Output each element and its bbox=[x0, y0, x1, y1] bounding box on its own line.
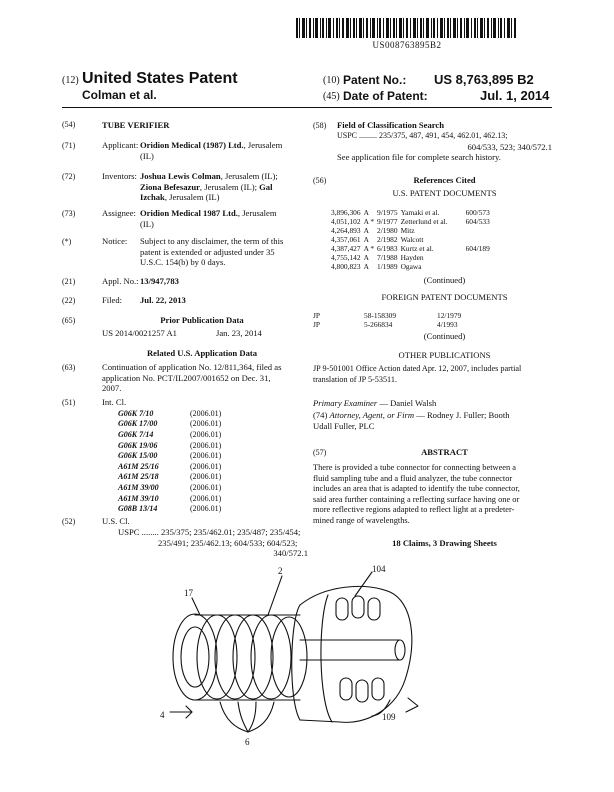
foreign-date: 4/1993 bbox=[437, 320, 458, 329]
figure-label-4: 4 bbox=[160, 710, 165, 720]
ref-name: Walcott bbox=[400, 235, 424, 244]
ref-number: 4,755,142 bbox=[331, 253, 361, 262]
abstract-line: fluid sampling tube and a fluid analyzer, the tube connector bbox=[313, 473, 513, 483]
field-text bbox=[337, 131, 552, 163]
us-refs-continued: (Continued) bbox=[423, 275, 466, 285]
inventors-value bbox=[140, 171, 300, 203]
ref-kind: A * bbox=[363, 244, 375, 253]
intcl-label: Int. Cl. bbox=[102, 397, 127, 407]
ref-name: Hayden bbox=[400, 253, 424, 262]
notice-line: Subject to any disclaimer, the term of this bbox=[140, 236, 284, 246]
int-class-year: (2006.01) bbox=[190, 419, 222, 429]
assignee-code: (73) bbox=[62, 209, 76, 218]
ref-number: 4,264,893 bbox=[331, 226, 361, 235]
inventor-3-place: , Jerusalem (IL) bbox=[164, 192, 220, 203]
ref-date: 2/1982 bbox=[377, 235, 398, 244]
prior-pub-date: Jan. 23, 2014 bbox=[216, 328, 262, 338]
uscl-code: (52) bbox=[62, 517, 76, 526]
related-heading: Related U.S. Application Data bbox=[146, 348, 258, 358]
int-class-row bbox=[118, 440, 250, 451]
figure-label-6: 6 bbox=[245, 737, 250, 747]
assignee-label: Assignee: bbox=[102, 208, 136, 218]
other-pub-line: JP 9-501001 Office Action dated Apr. 12, 2007, includes partial bbox=[313, 364, 522, 373]
us-ref-row bbox=[331, 235, 493, 244]
us-ref-row bbox=[331, 262, 493, 271]
ref-kind: A bbox=[363, 226, 369, 235]
figure-label-104: 104 bbox=[372, 564, 386, 574]
int-class-year: (2006.01) bbox=[190, 493, 222, 503]
intcl-code: (51) bbox=[62, 398, 76, 407]
us-docs-heading: U.S. PATENT DOCUMENTS bbox=[392, 188, 497, 198]
country-title: United States Patent bbox=[82, 70, 238, 87]
examiner-label: Primary Examiner bbox=[313, 398, 378, 408]
ref-name: Yamaki et al. bbox=[400, 208, 440, 217]
ref-date: 7/1988 bbox=[377, 253, 398, 262]
ref-kind: A bbox=[363, 262, 369, 271]
int-class-year: (2006.01) bbox=[190, 408, 222, 418]
filed-label: Filed: bbox=[102, 295, 123, 305]
applicant-code: (71) bbox=[62, 141, 76, 150]
foreign-number: 5-266834 bbox=[364, 320, 393, 329]
inventor-2-name: Ziona Befesazur bbox=[140, 181, 200, 192]
assignee-name: Oridion Medical 1987 Ltd. bbox=[140, 208, 238, 218]
foreign-date: 12/1979 bbox=[437, 311, 462, 320]
attorney-name: — Rodney J. Fuller; Booth bbox=[414, 410, 510, 420]
int-class-code: A61M 25/18 bbox=[118, 472, 159, 482]
ref-name: Mitz bbox=[400, 226, 415, 235]
appl-code: (21) bbox=[62, 277, 76, 286]
int-class-row bbox=[118, 482, 250, 493]
int-class-code: G08B 13/14 bbox=[118, 504, 158, 514]
ref-name: Ogawa bbox=[400, 262, 422, 271]
ref-class bbox=[466, 262, 493, 271]
figure-label-109: 109 bbox=[382, 712, 396, 722]
patent-drawing bbox=[150, 560, 420, 750]
int-class-code: G06K 7/14 bbox=[118, 429, 154, 439]
uspc-line: 340/572.1 bbox=[273, 548, 308, 559]
date-code: (45) bbox=[323, 91, 340, 102]
field-line: 604/533, 523; 340/572.1 bbox=[467, 141, 552, 152]
continuation-text bbox=[102, 362, 307, 394]
us-ref-row bbox=[331, 226, 493, 235]
continuation-line: application No. PCT/IL2007/001652 on Dec. 31, bbox=[102, 372, 271, 383]
ref-number: 4,357,061 bbox=[331, 235, 361, 244]
int-class-code: G06K 7/10 bbox=[118, 408, 154, 418]
patent-number: US 8,763,895 B2 bbox=[434, 72, 534, 87]
uscl-label: U.S. Cl. bbox=[102, 516, 130, 526]
ref-class: 600/573 bbox=[465, 208, 490, 217]
patent-no-label: Patent No.: bbox=[343, 73, 407, 87]
ref-kind: A * bbox=[363, 217, 375, 226]
uspc-line: 235/491; 235/462.13; 604/533; 604/523; bbox=[158, 537, 298, 548]
ref-date: 9/1975 bbox=[377, 208, 398, 217]
foreign-country: JP bbox=[313, 311, 320, 320]
country-code: (12) bbox=[62, 75, 79, 86]
ref-number: 4,051,102 bbox=[331, 217, 361, 226]
ref-number: 4,800,823 bbox=[331, 262, 361, 271]
int-class-code: G06K 15/00 bbox=[118, 451, 158, 461]
ref-date: 1/1989 bbox=[377, 262, 398, 271]
ref-date: 9/1977 bbox=[377, 217, 398, 226]
foreign-ref-row bbox=[313, 320, 464, 329]
inventor-1-place: , Jerusalem (IL); bbox=[220, 171, 278, 181]
field-line: USPC ......... 235/375, 487, 491, 454, 462.01, 462.13; bbox=[337, 131, 508, 140]
int-class-code: G06K 17/00 bbox=[118, 419, 158, 429]
applicant-label: Applicant: bbox=[102, 140, 139, 150]
int-class-year: (2006.01) bbox=[190, 482, 222, 492]
applicant-value: Oridion Medical (1987) Ltd., Jerusalem (IL) bbox=[140, 140, 283, 161]
int-class-table bbox=[118, 408, 250, 514]
attorney-code: (74) bbox=[313, 410, 330, 420]
notice-line: U.S.C. 154(b) by 0 days. bbox=[140, 257, 226, 268]
int-class-row bbox=[118, 408, 250, 419]
applicant-name: Oridion Medical (1987) Ltd. bbox=[140, 140, 244, 150]
us-references-table bbox=[331, 208, 493, 271]
assignee-place-1: , Jerusalem bbox=[237, 208, 277, 218]
int-class-year: (2006.01) bbox=[190, 472, 222, 482]
abstract-line: more reflective regions adapted to reflect light at a predeter- bbox=[313, 505, 515, 515]
int-class-code: A61M 39/00 bbox=[118, 482, 159, 492]
refs-heading: References Cited bbox=[413, 175, 476, 185]
abstract-line: mined range of wavelengths. bbox=[313, 515, 410, 525]
ref-number: 4,387,427 bbox=[331, 244, 361, 253]
figure-label-17: 17 bbox=[184, 588, 193, 598]
abstract-line: includes an area that is adapted to identify the tube connector, bbox=[313, 484, 520, 494]
ref-class bbox=[466, 253, 493, 262]
assignee-place-2: (IL) bbox=[140, 218, 154, 229]
prior-pub-heading: Prior Publication Data bbox=[160, 315, 244, 325]
left-column bbox=[62, 120, 302, 142]
refs-code: (56) bbox=[313, 176, 327, 185]
other-pubs-text bbox=[313, 364, 553, 385]
us-ref-row bbox=[331, 217, 493, 226]
prior-pub-code: (65) bbox=[62, 316, 76, 325]
int-class-code: G06K 19/06 bbox=[118, 440, 158, 450]
abstract-heading: ABSTRACT bbox=[421, 447, 468, 457]
inventor-2-place: , Jerusalem (IL); bbox=[199, 181, 260, 192]
notice-line: patent is extended or adjusted under 35 bbox=[140, 246, 275, 257]
abstract-line: There is provided a tube connector for connecting between a bbox=[313, 463, 517, 472]
int-class-row bbox=[118, 450, 250, 461]
inventors-label: Inventors: bbox=[102, 171, 137, 181]
int-class-year: (2006.01) bbox=[190, 440, 222, 450]
ref-kind: A bbox=[363, 208, 369, 217]
us-ref-row bbox=[331, 244, 493, 253]
int-class-row bbox=[118, 503, 250, 514]
abstract-code: (57) bbox=[313, 448, 327, 457]
header-rule bbox=[62, 107, 552, 108]
filed-code: (22) bbox=[62, 296, 76, 305]
assignee-value bbox=[140, 208, 300, 229]
ref-class: 604/189 bbox=[465, 244, 490, 253]
ref-class: 604/533 bbox=[465, 217, 490, 226]
uspc-line: USPC ........ 235/375; 235/462.01; 235/487; 235/454; bbox=[118, 527, 301, 537]
filed-date: Jul. 22, 2013 bbox=[140, 295, 186, 305]
attorney bbox=[313, 410, 558, 431]
int-class-row bbox=[118, 493, 250, 504]
inventor-short: Colman et al. bbox=[82, 88, 157, 102]
appl-label: Appl. No.: bbox=[102, 276, 139, 286]
foreign-number: 58-158309 bbox=[364, 311, 397, 320]
foreign-refs-continued: (Continued) bbox=[423, 331, 466, 341]
foreign-heading: FOREIGN PATENT DOCUMENTS bbox=[381, 292, 508, 302]
int-class-year: (2006.01) bbox=[190, 451, 222, 461]
int-class-row bbox=[118, 472, 250, 483]
appl-number: 13/947,783 bbox=[140, 276, 179, 286]
patent-no-code: (10) bbox=[323, 75, 340, 86]
notice-text bbox=[140, 236, 305, 268]
attorney-firm: Udall Fuller, PLC bbox=[313, 420, 375, 431]
inventors-code: (72) bbox=[62, 172, 76, 181]
continuation-code: (63) bbox=[62, 363, 76, 372]
continuation-line: Continuation of application No. 12/811,364, filed as bbox=[102, 362, 282, 372]
continuation-line: 2007. bbox=[102, 383, 122, 394]
inventor-3-first: Gal bbox=[259, 181, 273, 192]
foreign-country: JP bbox=[313, 320, 320, 329]
claims-summary: 18 Claims, 3 Drawing Sheets bbox=[392, 538, 497, 548]
int-class-code: A61M 39/10 bbox=[118, 493, 159, 503]
abstract-text bbox=[313, 463, 558, 527]
notice-label: Notice: bbox=[102, 236, 128, 246]
foreign-ref-row bbox=[313, 311, 464, 320]
int-class-year: (2006.01) bbox=[190, 504, 222, 514]
int-class-year: (2006.01) bbox=[190, 429, 222, 439]
int-class-row bbox=[118, 429, 250, 440]
ref-kind: A bbox=[363, 253, 369, 262]
barcode-number: US008763895B2 bbox=[372, 40, 442, 50]
uspc-text bbox=[118, 527, 308, 559]
ref-name: Kurtz et al. bbox=[400, 244, 434, 253]
abstract-line: said area further containing a reflecting surface having one or bbox=[313, 494, 520, 504]
barcode bbox=[296, 18, 518, 38]
date-label: Date of Patent: bbox=[343, 89, 428, 103]
int-class-row bbox=[118, 461, 250, 472]
field-code: (58) bbox=[313, 121, 327, 130]
ref-number: 3,896,306 bbox=[331, 208, 361, 217]
us-ref-row bbox=[331, 208, 493, 217]
us-ref-row bbox=[331, 253, 493, 262]
ref-name: Zetterlund et al. bbox=[400, 217, 448, 226]
ref-kind: A bbox=[363, 235, 369, 244]
foreign-references-table bbox=[313, 311, 464, 329]
other-pubs-heading: OTHER PUBLICATIONS bbox=[398, 350, 491, 360]
applicant-place-1: Jerusalem bbox=[247, 140, 283, 150]
field-line: See application file for complete search history. bbox=[337, 152, 501, 163]
int-class-row bbox=[118, 419, 250, 430]
field-heading: Field of Classification Search bbox=[337, 120, 445, 130]
invention-title: TUBE VERIFIER bbox=[102, 120, 170, 130]
int-class-code: A61M 25/16 bbox=[118, 461, 159, 471]
ref-date: 2/1980 bbox=[377, 226, 398, 235]
ref-date: 6/1983 bbox=[377, 244, 398, 253]
title-code: (54) bbox=[62, 120, 76, 129]
inventor-3-last: Izchak bbox=[140, 192, 165, 203]
other-pub-line: translation of JP 5-53511. bbox=[313, 374, 397, 384]
examiner-name: — Daniel Walsh bbox=[377, 398, 437, 408]
inventor-1-name: Joshua Lewis Colman bbox=[140, 171, 221, 181]
examiner bbox=[313, 398, 553, 409]
attorney-label: Attorney, Agent, or Firm bbox=[329, 410, 415, 420]
applicant-place-2: (IL) bbox=[140, 150, 154, 161]
figure-label-2: 2 bbox=[278, 566, 283, 576]
ref-class bbox=[466, 226, 493, 235]
notice-code: (*) bbox=[62, 237, 72, 246]
int-class-year: (2006.01) bbox=[190, 461, 222, 471]
title-field bbox=[62, 120, 302, 142]
ref-class bbox=[466, 235, 493, 244]
patent-date: Jul. 1, 2014 bbox=[480, 88, 550, 103]
prior-pub-number: US 2014/0021257 A1 bbox=[102, 328, 177, 338]
